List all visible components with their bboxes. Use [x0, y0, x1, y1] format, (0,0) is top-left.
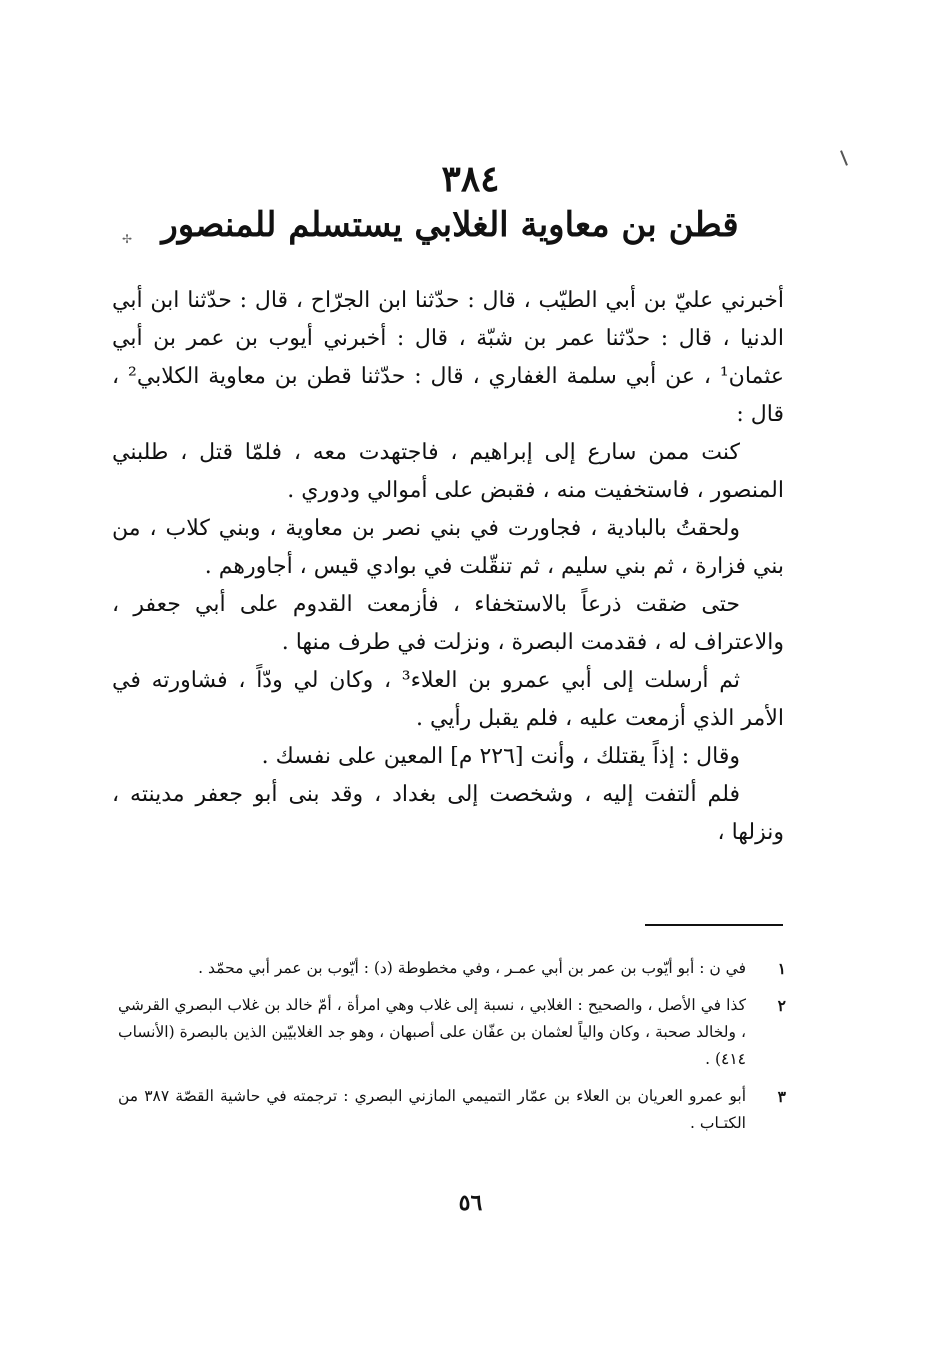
footnote-text: في ن : أبو أيّوب بن عمر بن أبي عمـر ، وفي مخطوطة (د) : أيّوب بن عمر أبي محمّد .: [198, 959, 746, 977]
footnote-separator: [645, 924, 783, 926]
story-number: ٣٨٤: [441, 158, 500, 200]
footnote-text: كذا في الأصل ، والصحيح : الغلابي ، نسبة إلى غلاب وهي امرأة ، أمّ خالد بن غلاب البصري القرشي ، ولخالد صحبة ، وكان والياً لعثمان بن عفّان على أصبهان ، وهو جد الغلابيّين الذين بالبصرة (الأنساب ٤١٤) .: [118, 996, 746, 1068]
footnote-item: [118, 1083, 786, 1137]
ink-speck: ✢: [122, 232, 133, 246]
paragraph-isnad: أخبرني عليّ بن أبي الطيّب ، قال : حدّثنا ابن الجرّاح ، قال : حدّثنا ابن أبي الدنيا ، قال : حدّثنا عمر بن شبّة ، قال : أخبرني أيوب بن عمر بن أبي عثمان¹ ، عن أبي سلمة الغفاري ، قال : حدّثنا قطن بن معاوية الكلابي² ، قال :: [112, 288, 785, 427]
paragraph: حتى ضقت ذرعاً بالاستخفاء ، فأزمعت القدوم على أبي جعفر ، والاعتراف له ، فقدمت البصرة ، ونزلت في طرف منها .: [112, 592, 784, 655]
footnote-item: [118, 992, 786, 1073]
main-text: [112, 282, 784, 852]
footnote-number: ٣: [777, 1087, 786, 1106]
paragraph: وقال : إذاً يقتلك ، وأنت [٢٢٦ م] المعين على نفسك .: [261, 744, 740, 769]
paragraph: فلم ألتفت إليه ، وشخصت إلى بغداد ، وقد بنى أبو جعفر مدينته ، ونزلها ،: [112, 782, 784, 845]
story-title: قطن بن معاوية الغلابي يستسلم للمنصور: [161, 205, 739, 245]
paragraph: ثم أرسلت إلى أبي عمرو بن العلاء³ ، وكان لي ودّاً ، فشاورته في الأمر الذي أزمعت عليه ، فلم يقبل رأيي .: [112, 668, 784, 731]
footnote-text: أبو عمرو العريان بن العلاء بن عمّار التميمي المازني البصري : ترجمته في حاشية القصّة ٣٨٧ من الكتـاب .: [118, 1087, 747, 1132]
footnotes: [118, 955, 786, 1147]
paragraph: ولحقتُ بالبادية ، فجاورت في بني نصر بن معاوية ، وبني كلاب ، من بني فزارة ، ثم بني سليم ، ثم تنقّلت في بوادي قيس ، أجاورهم .: [112, 516, 784, 579]
footnote-item: [118, 955, 786, 982]
footnote-number: ٢: [777, 996, 786, 1015]
page-number: ٥٦: [458, 1190, 483, 1216]
paragraph: كنت ممن سارع إلى إبراهيم ، فاجتهدت معه ، فلمّا قتل ، طلبني المنصور ، فاستخفيت منه ، فقبض على أموالي ودوري .: [112, 440, 784, 503]
footnote-number: ١: [777, 959, 786, 978]
